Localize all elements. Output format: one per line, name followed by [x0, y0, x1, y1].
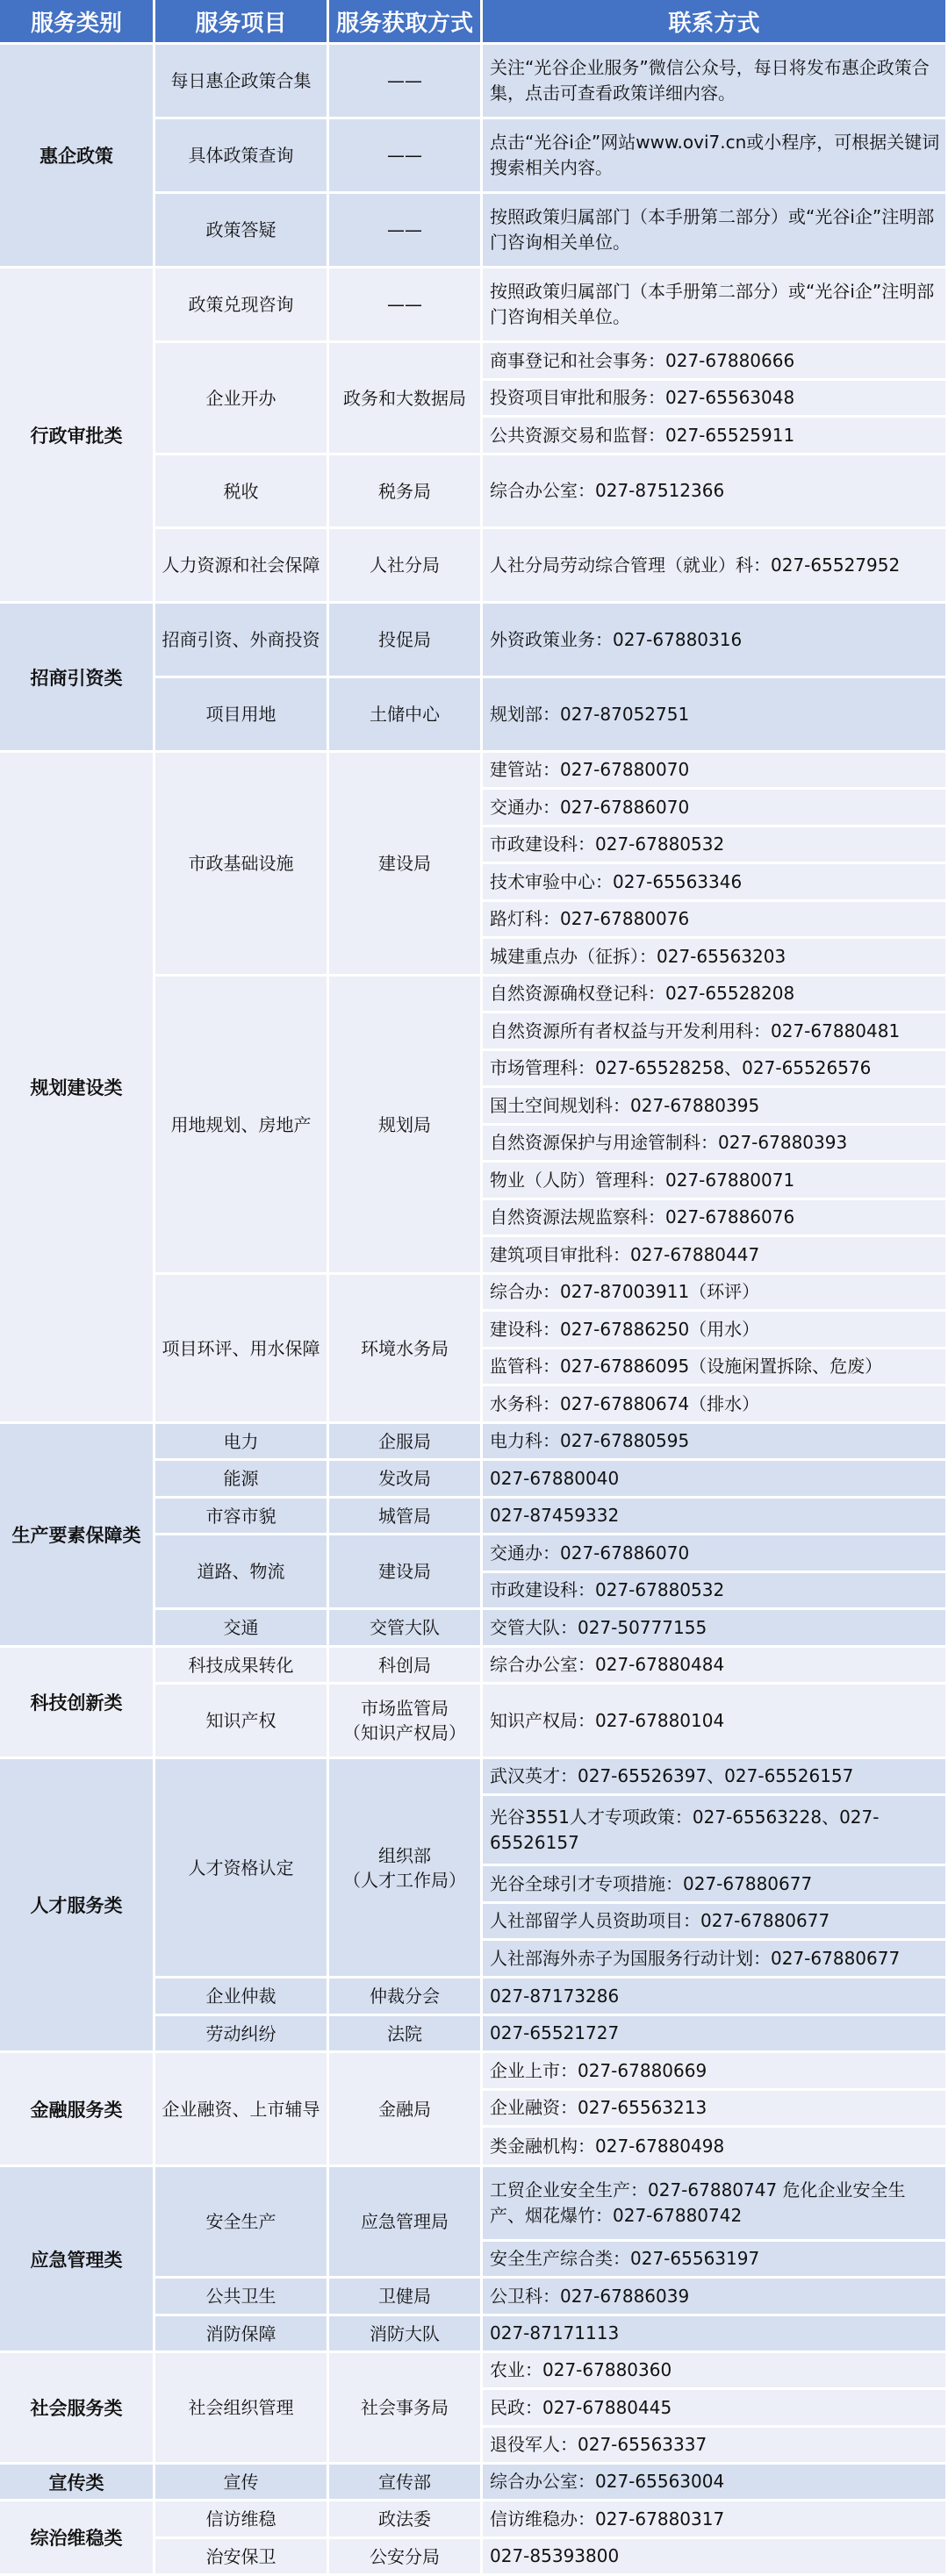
- contact-cell: 自然资源保护与用途管制科：027-67880393: [483, 1126, 948, 1163]
- contact-cell: 综合办：027-87003911（环评）: [483, 1275, 948, 1312]
- contact-cell: 公卫科：027-67886039: [483, 2279, 948, 2316]
- access-method: 宣传部: [329, 2465, 483, 2501]
- access-method: ——: [329, 45, 483, 119]
- access-method: 企服局: [329, 1424, 483, 1461]
- contact-cell: 自然资源法规监察科：027-67886076: [483, 1200, 948, 1237]
- contact-cell: 国土空间规划科：027-67880395: [483, 1088, 948, 1126]
- service-item: 市政基础设施: [155, 753, 329, 977]
- access-method: 建设局: [329, 1535, 483, 1610]
- service-item: 安全生产: [155, 2167, 329, 2279]
- access-method: 政法委: [329, 2501, 483, 2539]
- header-category: 服务类别: [0, 0, 155, 45]
- service-item: 宣传: [155, 2465, 329, 2501]
- access-method: 政务和大数据局: [329, 343, 483, 455]
- contact-cell: 交管大队：027-50777155: [483, 1610, 948, 1648]
- category-cell: 行政审批类: [0, 268, 155, 604]
- access-method: 科创局: [329, 1648, 483, 1685]
- access-method: 金融局: [329, 2053, 483, 2167]
- contact-cell: 027-87171113: [483, 2316, 948, 2353]
- contact-cell: 类金融机构：027-67880498: [483, 2128, 948, 2167]
- access-method: 土储中心: [329, 678, 483, 753]
- contact-cell: 退役军人：027-65563337: [483, 2428, 948, 2465]
- contact-cell: 建筑项目审批科：027-67880447: [483, 1237, 948, 1275]
- contact-cell: 按照政策归属部门（本手册第二部分）或“光谷i企”注明部门咨询相关单位。: [483, 194, 948, 268]
- contact-cell: 人社部留学人员资助项目：027-67880677: [483, 1904, 948, 1941]
- access-method: 建设局: [329, 753, 483, 977]
- access-method: 消防大队: [329, 2316, 483, 2353]
- contact-cell: 农业：027-67880360: [483, 2353, 948, 2390]
- service-item: 交通: [155, 1610, 329, 1648]
- category-cell: 科技创新类: [0, 1648, 155, 1759]
- contact-cell: 按照政策归属部门（本手册第二部分）或“光谷i企”注明部门咨询相关单位。: [483, 268, 948, 343]
- contact-cell: 关注“光谷企业服务”微信公众号，每日将发布惠企政策合集，点击可查看政策详细内容。: [483, 45, 948, 119]
- access-method: 社会事务局: [329, 2353, 483, 2465]
- category-cell: 金融服务类: [0, 2053, 155, 2167]
- access-method: ——: [329, 119, 483, 194]
- contact-cell: 交通办：027-67886070: [483, 790, 948, 827]
- service-item: 企业融资、上市辅导: [155, 2053, 329, 2167]
- service-item: 政策兑现咨询: [155, 268, 329, 343]
- service-item: 政策答疑: [155, 194, 329, 268]
- contact-cell: 民政：027-67880445: [483, 2390, 948, 2428]
- category-cell: 宣传类: [0, 2465, 155, 2501]
- access-method: 城管局: [329, 1499, 483, 1535]
- access-method: 税务局: [329, 455, 483, 529]
- header-access-method: 服务获取方式: [329, 0, 483, 45]
- category-cell: 人才服务类: [0, 1759, 155, 2053]
- access-method: 市场监管局 （知识产权局）: [329, 1685, 483, 1759]
- contact-cell: 027-87459332: [483, 1499, 948, 1535]
- contact-cell: 人社部海外赤子为国服务行动计划：027-67880677: [483, 1941, 948, 1979]
- contact-cell: 安全生产综合类：027-65563197: [483, 2242, 948, 2279]
- header-contact: 联系方式: [483, 0, 948, 45]
- contact-cell: 市政建设科：027-67880532: [483, 827, 948, 864]
- service-item: 人才资格认定: [155, 1759, 329, 1979]
- service-item: 具体政策查询: [155, 119, 329, 194]
- access-method: 发改局: [329, 1461, 483, 1499]
- contact-cell: 外资政策业务：027-67880316: [483, 604, 948, 678]
- contact-cell: 光谷3551人才专项政策：027-65563228、027-65526157: [483, 1796, 948, 1866]
- contact-cell: 建管站：027-67880070: [483, 753, 948, 790]
- contact-cell: 027-65521727: [483, 2016, 948, 2053]
- access-method: ——: [329, 194, 483, 268]
- access-method: 规划局: [329, 977, 483, 1275]
- contact-cell: 综合办公室：027-87512366: [483, 455, 948, 529]
- access-method: 法院: [329, 2016, 483, 2053]
- category-cell: 应急管理类: [0, 2167, 155, 2353]
- contact-cell: 武汉英才：027-65526397、027-65526157: [483, 1759, 948, 1796]
- access-method: 组织部 （人才工作局）: [329, 1759, 483, 1979]
- service-item: 每日惠企政策合集: [155, 45, 329, 119]
- contact-cell: 商事登记和社会事务：027-67880666: [483, 343, 948, 381]
- category-cell: 招商引资类: [0, 604, 155, 753]
- category-cell: 规划建设类: [0, 753, 155, 1424]
- service-item: 企业开办: [155, 343, 329, 455]
- category-cell: 惠企政策: [0, 45, 155, 268]
- service-item: 能源: [155, 1461, 329, 1499]
- access-method: 应急管理局: [329, 2167, 483, 2279]
- contact-cell: 交通办：027-67886070: [483, 1535, 948, 1573]
- header-service-item: 服务项目: [155, 0, 329, 45]
- category-cell: 生产要素保障类: [0, 1424, 155, 1648]
- contact-cell: 建设科：027-67886250（用水）: [483, 1312, 948, 1349]
- access-method: 环境水务局: [329, 1275, 483, 1424]
- contact-cell: 城建重点办（征拆）：027-65563203: [483, 939, 948, 977]
- contact-cell: 工贸企业安全生产：027-67880747 危化企业安全生产、烟花爆竹：027-67880742: [483, 2167, 948, 2242]
- contact-cell: 综合办公室：027-65563004: [483, 2465, 948, 2501]
- service-item: 公共卫生: [155, 2279, 329, 2316]
- contact-cell: 市场管理科：027-65528258、027-65526576: [483, 1051, 948, 1088]
- service-item: 知识产权: [155, 1685, 329, 1759]
- contact-cell: 信访维稳办：027-67880317: [483, 2501, 948, 2539]
- service-item: 招商引资、外商投资: [155, 604, 329, 678]
- contact-cell: 027-67880040: [483, 1461, 948, 1499]
- contact-cell: 电力科：027-67880595: [483, 1424, 948, 1461]
- service-item: 劳动纠纷: [155, 2016, 329, 2053]
- service-item: 市容市貌: [155, 1499, 329, 1535]
- contact-cell: 综合办公室：027-67880484: [483, 1648, 948, 1685]
- contact-cell: 公共资源交易和监督：027-65525911: [483, 418, 948, 455]
- access-method: 交管大队: [329, 1610, 483, 1648]
- contact-cell: 水务科：027-67880674（排水）: [483, 1386, 948, 1424]
- service-item: 道路、物流: [155, 1535, 329, 1610]
- contact-cell: 物业（人防）管理科：027-67880071: [483, 1163, 948, 1200]
- service-item: 项目用地: [155, 678, 329, 753]
- category-cell: 社会服务类: [0, 2353, 155, 2465]
- access-method: 投促局: [329, 604, 483, 678]
- contact-cell: 监管科：027-67886095（设施闲置拆除、危废）: [483, 1349, 948, 1386]
- access-method: 人社分局: [329, 529, 483, 604]
- contact-cell: 027-87173286: [483, 1979, 948, 2016]
- service-item: 用地规划、房地产: [155, 977, 329, 1275]
- contact-cell: 市政建设科：027-67880532: [483, 1573, 948, 1610]
- contact-cell: 技术审验中心：027-65563346: [483, 864, 948, 902]
- contact-cell: 路灯科：027-67880076: [483, 902, 948, 939]
- service-item: 治安保卫: [155, 2539, 329, 2576]
- contact-cell: 企业上市：027-67880669: [483, 2053, 948, 2091]
- access-method: 公安分局: [329, 2539, 483, 2576]
- contact-cell: 光谷全球引才专项措施：027-67880677: [483, 1866, 948, 1904]
- service-item: 税收: [155, 455, 329, 529]
- contact-cell: 知识产权局：027-67880104: [483, 1685, 948, 1759]
- contact-cell: 点击“光谷i企”网站www.ovi7.cn或小程序，可根据关键词搜索相关内容。: [483, 119, 948, 194]
- contact-cell: 自然资源所有者权益与开发利用科：027-67880481: [483, 1013, 948, 1051]
- category-cell: 综治维稳类: [0, 2501, 155, 2576]
- contact-cell: 人社分局劳动综合管理（就业）科：027-65527952: [483, 529, 948, 604]
- contact-cell: 自然资源确权登记科：027-65528208: [483, 977, 948, 1013]
- service-item: 电力: [155, 1424, 329, 1461]
- access-method: 卫健局: [329, 2279, 483, 2316]
- contact-cell: 投资项目审批和服务：027-65563048: [483, 381, 948, 418]
- service-item: 社会组织管理: [155, 2353, 329, 2465]
- service-item: 科技成果转化: [155, 1648, 329, 1685]
- access-method: 仲裁分会: [329, 1979, 483, 2016]
- service-item: 人力资源和社会保障: [155, 529, 329, 604]
- service-item: 项目环评、用水保障: [155, 1275, 329, 1424]
- service-item: 信访维稳: [155, 2501, 329, 2539]
- access-method: ——: [329, 268, 483, 343]
- service-item: 消防保障: [155, 2316, 329, 2353]
- service-item: 企业仲裁: [155, 1979, 329, 2016]
- contact-cell: 规划部：027-87052751: [483, 678, 948, 753]
- contact-cell: 企业融资：027-65563213: [483, 2091, 948, 2128]
- contact-cell: 027-85393800: [483, 2539, 948, 2576]
